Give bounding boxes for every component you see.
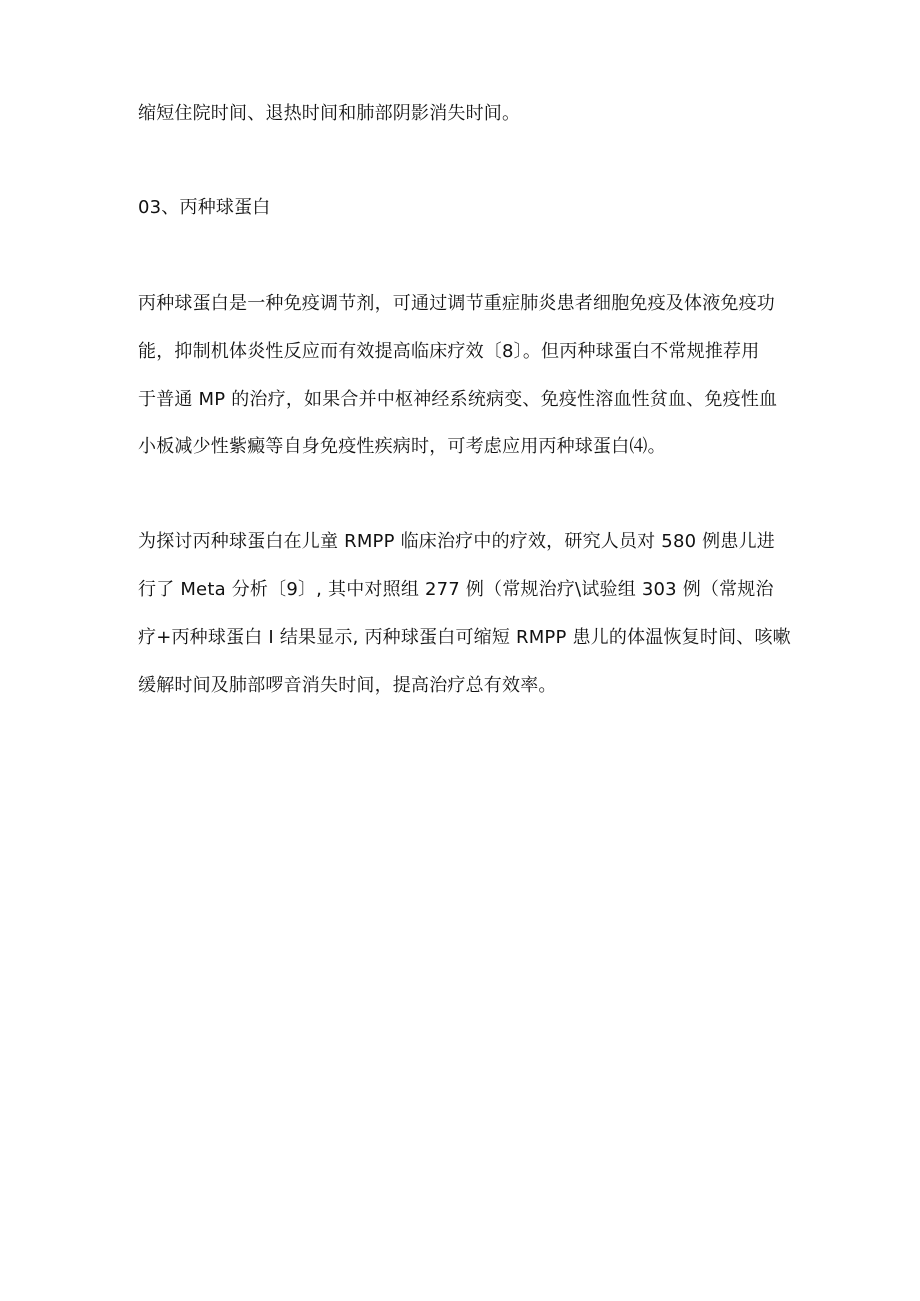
- paragraph-4-line-4: 缓解时间及肺部啰音消失时间，提高治疗总有效率。: [138, 675, 557, 696]
- paragraph-3-line-3: 于普通 MP 的治疗，如果合并中枢神经系统病变、免疫性溶血性贫血、免疫性血: [138, 389, 778, 410]
- paragraph-3-line-1: 丙种球蛋白是一种免疫调节剂，可通过调节重症肺炎患者细胞免疫及体液免疫功: [138, 293, 775, 314]
- paragraph-3-line-4: 小板减少性紫癜等自身免疫性疾病时，可考虑应用丙种球蛋白⑷。: [138, 436, 666, 457]
- section-heading: 03、丙种球蛋白: [138, 197, 271, 218]
- paragraph-4-line-1: 为探讨丙种球蛋白在儿童 RMPP 临床治疗中的疗效，研究人员对 580 例患儿进: [138, 531, 775, 552]
- paragraph-4-line-2: 行了 Meta 分析〔9〕, 其中对照组 277 例（常规治疗\试验组 303 例（常规治: [138, 579, 774, 600]
- paragraph-4-line-3: 疗+丙种球蛋白 I 结果显示, 丙种球蛋白可缩短 RMPP 患儿的体温恢复时间、咳嗽: [138, 627, 791, 648]
- paragraph-1-line-1: 缩短住院时间、退热时间和肺部阴影消失时间。: [138, 103, 521, 124]
- paragraph-3-line-2: 能，抑制机体炎性反应而有效提高临床疗效〔8〕。但丙种球蛋白不常规推荐用: [138, 341, 760, 362]
